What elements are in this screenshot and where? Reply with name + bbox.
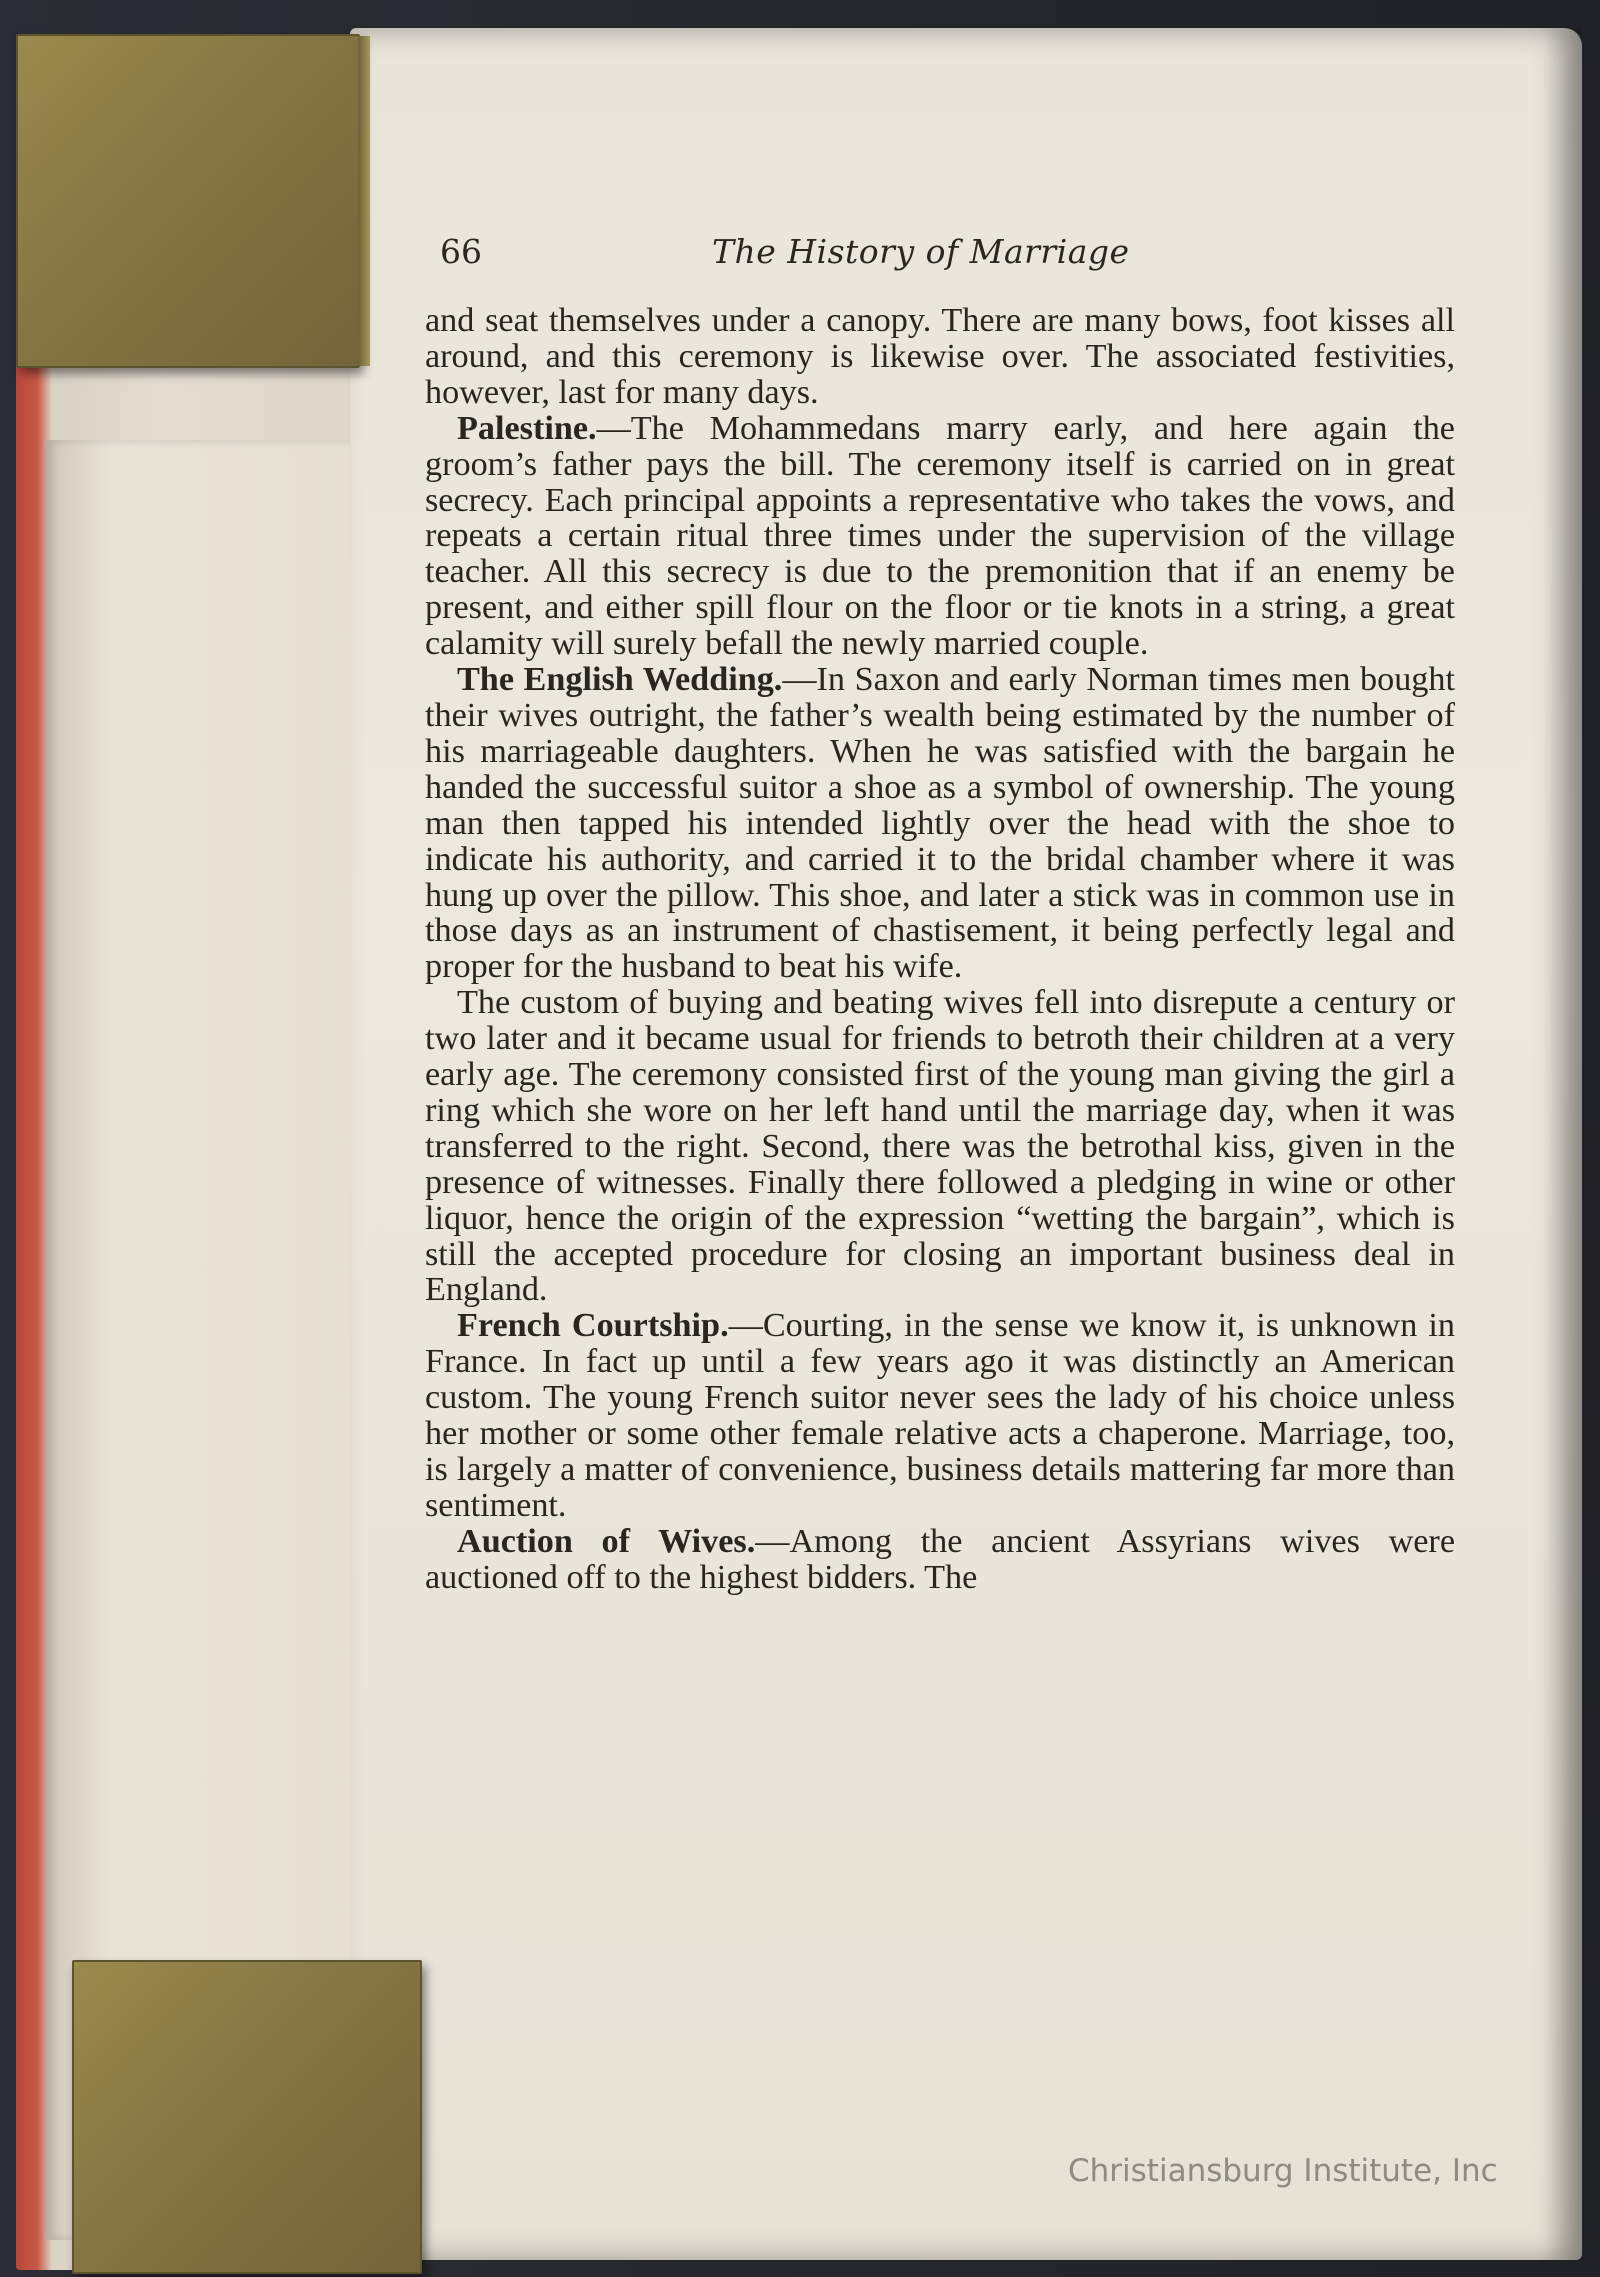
paragraph-heading: Palestine. (457, 409, 597, 447)
paragraph-heading: The English Wedding. (457, 661, 783, 699)
corner-clamp-top (16, 34, 360, 368)
running-title: The History of Marriage (712, 232, 1130, 271)
paragraph-text: —Courting, in the sense we know it, is unknown in France. In fact up until a few years ago it was distinctly an American custom. The young French suitor never sees the lady of his choice unless her mother or some other female relative acts a chaperone. Marriage, too, is largely a matter of convenience, business details mattering far more than sentiment. (425, 1307, 1455, 1524)
paragraph-continuation (425, 303, 1455, 411)
corner-clamp-bottom (72, 1960, 422, 2274)
paragraph-text: The custom of buying and beating wives fell into disrepute a century or two later and it became usual for friends to betroth their children at a very early age. The ceremony consisted first of the young man giving the girl a ring which she wore on her left hand until the marriage day, when it was transferred to the right. Second, there was the betrothal kiss, given in the presence of witnesses. Finally there followed a pledging in wine or other liquor, hence the origin of the expression “wetting the bargain”, which is still the accepted procedure for closing an important business deal in England. (425, 984, 1455, 1309)
paragraph-text: —The Mohammedans marry early, and here again the groom’s father pays the bill. The ceremony itself is carried on in great secrecy. Each principal appoints a representative who takes the vows, and repeats a certain ritual three times under the supervision of the village teacher. All this secrecy is due to the premonition that if an enemy be present, and either spill flour on the floor or tie knots in a string, a great calamity will surely befall the newly married couple. (425, 409, 1455, 663)
paragraph-auction-of-wives (425, 1524, 1455, 1596)
paragraph-text: —In Saxon and early Norman times men bought their wives outright, the father’s wealth being estimated by the number of his marriageable daughters. When he was satisfied with the bargain he handed the successful suitor a shoe as a symbol of ownership. The young man then tapped his intended lightly over the head with the shoe to indicate his authority, and carried it to the bridal chamber where it was hung up over the pillow. This shoe, and later a stick was in common use in those days as an instrument of chastisement, it being perfectly legal and proper for the husband to beat his wife. (425, 661, 1455, 986)
page-edges (16, 60, 376, 2270)
paragraph-heading: French Courtship. (457, 1307, 729, 1345)
paragraph-english-wedding (425, 662, 1455, 985)
page-header (440, 232, 1160, 282)
paragraph-french-courtship (425, 1308, 1455, 1523)
body-text (425, 303, 1455, 1596)
paragraph-heading: Auction of Wives. (457, 1522, 756, 1560)
paragraph-palestine (425, 411, 1455, 662)
watermark: Christiansburg Institute, Inc (1068, 2153, 1498, 2189)
paragraph-text: —Among the ancient Assyrians wives were auctioned off to the highest bidders. The (425, 1522, 1455, 1596)
page-number: 66 (440, 232, 482, 271)
paragraph-text: and seat themselves under a canopy. There are many bows, foot kisses all around, and this ceremony is likewise over. The associated festivities, however, last for many days. (425, 302, 1455, 411)
paragraph-betrothal-custom (425, 985, 1455, 1308)
